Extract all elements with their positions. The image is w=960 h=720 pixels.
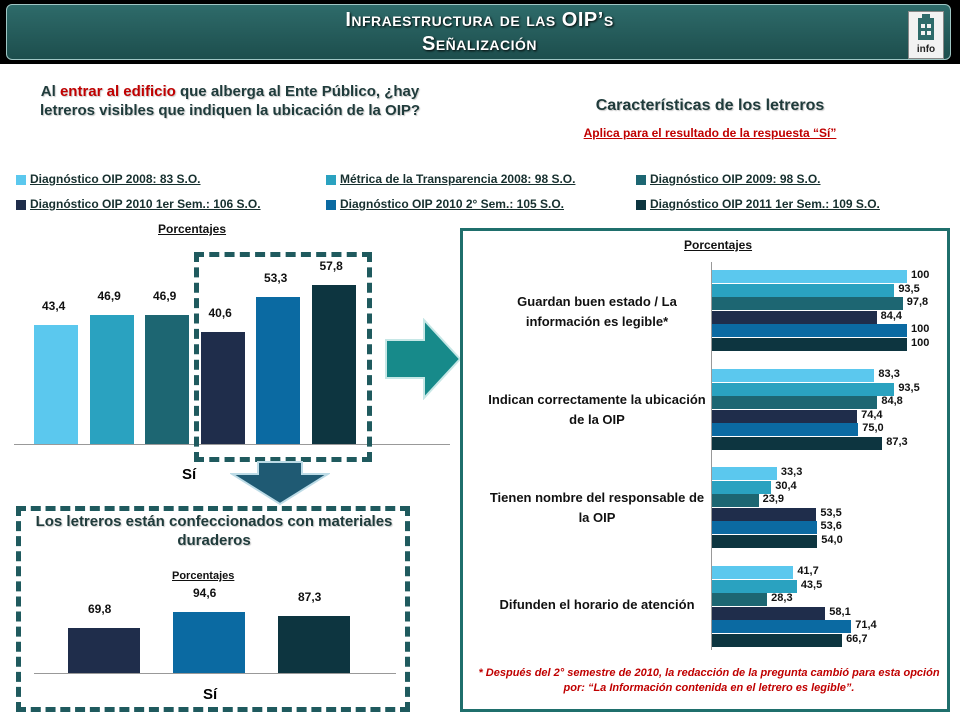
chart3-value-label: 30,4 xyxy=(775,479,797,492)
chart1-value-label: 43,4 xyxy=(42,298,66,313)
characteristics-subtitle: Aplica para el resultado de la respuesta “Sí” xyxy=(583,126,837,140)
legend-swatch xyxy=(326,200,336,210)
legend-item-label: Diagnóstico OIP 2010 1er Sem.: 106 S.O. xyxy=(30,197,261,211)
chart3-value-label: 54,0 xyxy=(821,533,843,546)
chart3-value-label: 100 xyxy=(911,323,930,335)
chart3-value-label: 43,5 xyxy=(800,578,823,591)
chart3-title: Porcentajes xyxy=(684,238,753,252)
chart3-value-label: 66,7 xyxy=(846,632,868,645)
chart3-category-label: Indican correctamente la ubicación de la OIP xyxy=(488,392,706,427)
chart3-bar xyxy=(712,566,793,579)
legend-item-label: Diagnóstico OIP 2008: 83 S.O. xyxy=(30,172,201,186)
left-question xyxy=(20,82,440,120)
chart3-bar xyxy=(712,580,797,593)
chart3-value-label: 41,7 xyxy=(797,565,819,577)
chart3-value-label: 97,8 xyxy=(906,296,929,308)
chart1-value-label: 53,3 xyxy=(264,271,288,286)
characteristics-title: Características de los letreros xyxy=(595,97,825,114)
highlight-dashed-box-top xyxy=(194,252,372,462)
chart3-value-label: 84,8 xyxy=(881,395,903,407)
chart1-value-label: 46,9 xyxy=(97,289,121,304)
chart2-value-label: 69,8 xyxy=(88,601,112,616)
chart3-category-label: Guardan buen estado / La información es legible* xyxy=(517,294,677,329)
question-text-start: Al xyxy=(40,83,60,100)
durable-materials-title: Los letreros están confeccionados con materiales duraderos xyxy=(35,513,393,549)
legend-swatch xyxy=(636,175,646,185)
header-panel xyxy=(6,4,951,60)
page-title-line1: Infraestructura de las OIP’s xyxy=(345,9,614,31)
chart3-bar xyxy=(712,494,759,507)
chart1-bar xyxy=(90,315,134,444)
chart3-bar xyxy=(712,535,817,548)
arrow-down-icon xyxy=(230,460,330,506)
legend-item-label: Diagnóstico OIP 2010 2° Sem.: 105 S.O. xyxy=(340,197,565,211)
legend-swatch xyxy=(16,175,26,185)
arrow-right-icon xyxy=(384,318,462,400)
chart3-value-label: 23,9 xyxy=(762,493,785,505)
chart3-bar xyxy=(712,311,877,324)
chart3-bar xyxy=(712,284,894,297)
chart2-bar xyxy=(173,612,245,673)
chart1-category-label: Sí xyxy=(182,466,197,483)
chart3-value-label: 84,4 xyxy=(880,309,902,322)
chart2-bar xyxy=(278,616,350,673)
chart3-value-label: 58,1 xyxy=(829,605,851,618)
chart3-bar xyxy=(712,521,817,534)
chart1-value-label: 57,8 xyxy=(319,259,343,274)
chart3-bar xyxy=(712,410,857,423)
chart1-value-label: 40,6 xyxy=(208,306,232,321)
chart3-bar xyxy=(712,620,851,633)
chart3-value-label: 100 xyxy=(911,269,930,281)
chart3-value-label: 53,5 xyxy=(820,506,842,519)
chart2-value-label: 87,3 xyxy=(298,590,322,605)
footnote: * Después del 2° semestre de 2010, la redacción de la pregunta cambió para esta opción por: “La Información contenida en el letrero es legible”. xyxy=(478,667,940,694)
chart3-bar xyxy=(712,437,882,450)
chart3-value-label: 75,0 xyxy=(862,422,884,434)
logo-text: info xyxy=(916,44,936,55)
chart3-category-label: Difunden el horario de atención xyxy=(499,597,695,612)
chart1-bar xyxy=(145,315,189,444)
chart1-title: Porcentajes xyxy=(158,222,227,236)
chart3-bar xyxy=(712,270,907,283)
chart3-bar xyxy=(712,369,874,382)
chart3-bar xyxy=(712,508,816,521)
legend-item-label: Diagnóstico OIP 2009: 98 S.O. xyxy=(650,172,821,186)
page-title-line2: Señalización xyxy=(421,33,537,55)
legend-item-label: Métrica de la Transparencia 2008: 98 S.O. xyxy=(340,172,576,186)
chart3-value-label: 71,4 xyxy=(855,619,877,631)
chart3-bar xyxy=(712,481,771,494)
chart3-bar xyxy=(712,396,877,409)
chart3-bar xyxy=(712,634,842,647)
legend-swatch xyxy=(16,200,26,210)
chart3-value-label: 93,5 xyxy=(898,381,920,394)
chart3-value-label: 93,5 xyxy=(898,282,920,295)
chart2-category-label: Sí xyxy=(203,686,218,703)
chart2-axis-line xyxy=(34,673,396,674)
chart2-bar xyxy=(68,628,140,673)
chart1-value-label: 46,9 xyxy=(153,289,177,304)
chart3-bar xyxy=(712,467,777,480)
chart3-bar xyxy=(712,383,894,396)
chart2-value-label: 94,6 xyxy=(193,585,217,600)
chart3-value-label: 100 xyxy=(911,336,930,349)
legend-item-label: Diagnóstico OIP 2011 1er Sem.: 109 S.O. xyxy=(650,197,880,211)
chart3-category-label: Tienen nombre del responsable de la OIP xyxy=(489,490,705,525)
chart3-bar xyxy=(712,607,825,620)
chart3-value-label: 87,3 xyxy=(886,435,908,448)
legend-swatch xyxy=(636,200,646,210)
chart3-value-label: 28,3 xyxy=(771,592,793,604)
chart1-bar xyxy=(34,325,78,444)
chart3-value-label: 33,3 xyxy=(780,466,803,478)
chart3-value-label: 53,6 xyxy=(820,520,842,532)
chart3-value-label: 83,3 xyxy=(878,368,900,380)
chart3-bar xyxy=(712,423,858,436)
question-highlight: entrar al edificio xyxy=(59,83,176,100)
chart3-bar xyxy=(712,593,767,606)
chart3-value-label: 74,4 xyxy=(861,408,883,421)
header-bar xyxy=(0,0,960,64)
question-text-end: que alberga al Ente Público, ¿hay letreros visibles que indiquen la ubicación de la OIP? xyxy=(39,83,421,119)
info-logo xyxy=(908,11,944,59)
chart3-bar xyxy=(712,297,903,310)
legend-swatch xyxy=(326,175,336,185)
chart2-title: Porcentajes xyxy=(172,570,235,582)
chart3-bar xyxy=(712,338,907,351)
chart3-bar xyxy=(712,324,907,337)
